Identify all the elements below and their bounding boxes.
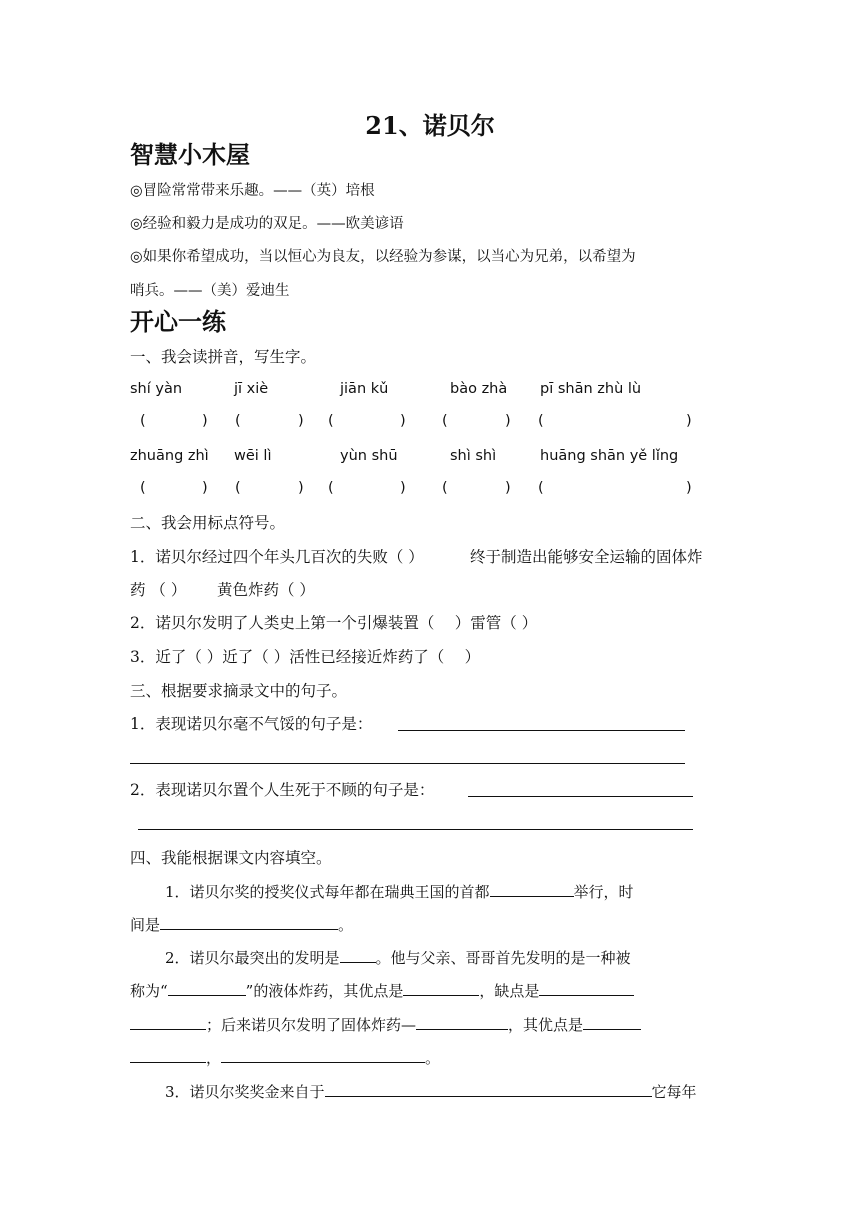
answer-paren-close: ) bbox=[298, 413, 304, 429]
section-heading-practice: 开心一练 bbox=[130, 308, 226, 336]
fill-blank[interactable] bbox=[221, 1046, 425, 1063]
quote-3-line-1: ◎如果你希望成功，当以恒心为良友，以经验为参谋，以当心为兄弟，以希望为 bbox=[130, 249, 636, 265]
pinyin-8: yùn shū bbox=[340, 448, 398, 464]
answer-paren-open: ( bbox=[140, 413, 146, 429]
answer-paren-open: ( bbox=[538, 413, 544, 429]
q2-title: 二、我会用标点符号。 bbox=[130, 514, 286, 532]
pinyin-7: wēi lì bbox=[234, 448, 272, 464]
q2-line-2b: 黄色炸药（ ） bbox=[217, 581, 315, 599]
fill-blank[interactable] bbox=[583, 1013, 641, 1030]
q1-title: 一、我会读拼音，写生字。 bbox=[130, 348, 317, 366]
q4-paragraph-2-line-2 bbox=[130, 979, 634, 1001]
q3-title: 三、根据要求摘录文中的句子。 bbox=[130, 682, 348, 700]
q3-item-2: 2．表现诺贝尔置个人生死于不顾的句子是： bbox=[130, 781, 435, 799]
pinyin-9: shì shì bbox=[450, 448, 497, 464]
fill-blank[interactable] bbox=[416, 1013, 508, 1030]
pinyin-1: shí yàn bbox=[130, 381, 183, 397]
pinyin-10: huāng shān yě lǐng bbox=[540, 448, 679, 464]
q4-paragraph-2-line-3 bbox=[130, 1013, 641, 1035]
q4-text: 。 bbox=[338, 916, 354, 934]
answer-paren-open: ( bbox=[442, 413, 448, 429]
q4-paragraph-3-line-1 bbox=[165, 1080, 697, 1102]
answer-paren-close: ) bbox=[505, 413, 511, 429]
q4-text: 间是 bbox=[130, 916, 161, 934]
fill-blank[interactable] bbox=[539, 979, 634, 996]
answer-paren-close: ) bbox=[202, 480, 208, 496]
answer-line[interactable] bbox=[130, 763, 685, 764]
q4-title: 四、我能根据课文内容填空。 bbox=[130, 849, 332, 867]
q2-line-3: 2．诺贝尔发明了人类史上第一个引爆装置（ ）雷管（ ） bbox=[130, 614, 538, 632]
q4-paragraph-1-line-1 bbox=[165, 880, 634, 902]
fill-blank[interactable] bbox=[130, 1046, 206, 1063]
pinyin-5: pī shān zhù lù bbox=[540, 381, 642, 397]
quote-1: ◎冒险常常带来乐趣。——（英）培根 bbox=[130, 183, 375, 199]
fill-blank[interactable] bbox=[403, 979, 479, 996]
q4-paragraph-2-line-4 bbox=[130, 1046, 440, 1068]
q3-item-1: 1．表现诺贝尔毫不气馁的句子是： bbox=[130, 715, 373, 733]
q4-text: 举行，时 bbox=[573, 883, 634, 901]
answer-paren-open: ( bbox=[442, 480, 448, 496]
answer-paren-open: ( bbox=[140, 480, 146, 496]
q2-line-2a: 药 （ ） bbox=[130, 581, 187, 599]
pinyin-3: jiān kǔ bbox=[340, 381, 389, 397]
q4-text: 1．诺贝尔奖的授奖仪式每年都在瑞典王国的首都 bbox=[165, 883, 490, 901]
answer-line[interactable] bbox=[138, 829, 693, 830]
fill-blank[interactable] bbox=[160, 913, 338, 930]
q2-line-1b: 终于制造出能够安全运输的固体炸 bbox=[470, 548, 703, 566]
fill-blank[interactable] bbox=[340, 946, 376, 963]
answer-paren-open: ( bbox=[538, 480, 544, 496]
q2-line-4: 3．近了（ ）近了（ ）活性已经接近炸药了（ ） bbox=[130, 648, 481, 666]
answer-paren-open: ( bbox=[328, 413, 334, 429]
answer-paren-close: ) bbox=[686, 413, 692, 429]
answer-paren-open: ( bbox=[328, 480, 334, 496]
quote-3-line-2: 哨兵。——（美）爱迪生 bbox=[130, 283, 290, 299]
answer-paren-open: ( bbox=[235, 413, 241, 429]
fill-blank[interactable] bbox=[130, 1013, 206, 1030]
fill-blank[interactable] bbox=[325, 1080, 652, 1097]
answer-line[interactable] bbox=[398, 730, 685, 731]
section-heading-wisdom: 智慧小木屋 bbox=[130, 141, 250, 169]
answer-paren-close: ) bbox=[686, 480, 692, 496]
q4-text: 3．诺贝尔奖奖金来自于 bbox=[165, 1083, 325, 1101]
answer-paren-close: ) bbox=[505, 480, 511, 496]
q4-text: ；后来诺贝尔发明了固体炸药— bbox=[206, 1016, 417, 1034]
q4-text: ，其优点是 bbox=[508, 1016, 584, 1034]
q4-text: 2．诺贝尔最突出的发明是 bbox=[165, 949, 340, 967]
pinyin-4: bào zhà bbox=[450, 381, 508, 397]
q4-text: 它每年 bbox=[651, 1083, 697, 1101]
q4-text: ”的液体炸药，其优点是 bbox=[245, 982, 404, 1000]
q4-text: ， bbox=[206, 1049, 222, 1067]
q4-text: 。他与父亲、哥哥首先发明的是一种被 bbox=[375, 949, 631, 967]
pinyin-6: zhuāng zhì bbox=[130, 448, 209, 464]
answer-paren-open: ( bbox=[235, 480, 241, 496]
answer-line[interactable] bbox=[468, 796, 693, 797]
pinyin-2: jī xiè bbox=[234, 381, 269, 397]
q2-line-1a: 1．诺贝尔经过四个年头几百次的失败（ ） bbox=[130, 548, 424, 566]
q4-text: 。 bbox=[425, 1049, 441, 1067]
answer-paren-close: ) bbox=[202, 413, 208, 429]
answer-paren-close: ) bbox=[298, 480, 304, 496]
fill-blank[interactable] bbox=[490, 880, 574, 897]
fill-blank[interactable] bbox=[168, 979, 246, 996]
q4-paragraph-1-line-2 bbox=[130, 913, 353, 935]
q4-paragraph-2-line-1 bbox=[165, 946, 631, 968]
answer-paren-close: ) bbox=[400, 480, 406, 496]
q4-text: ，缺点是 bbox=[479, 982, 540, 1000]
q4-text: 称为“ bbox=[130, 982, 168, 1000]
page-title: 21、诺贝尔 bbox=[365, 111, 495, 140]
quote-2: ◎经验和毅力是成功的双足。——欧美谚语 bbox=[130, 216, 404, 232]
answer-paren-close: ) bbox=[400, 413, 406, 429]
